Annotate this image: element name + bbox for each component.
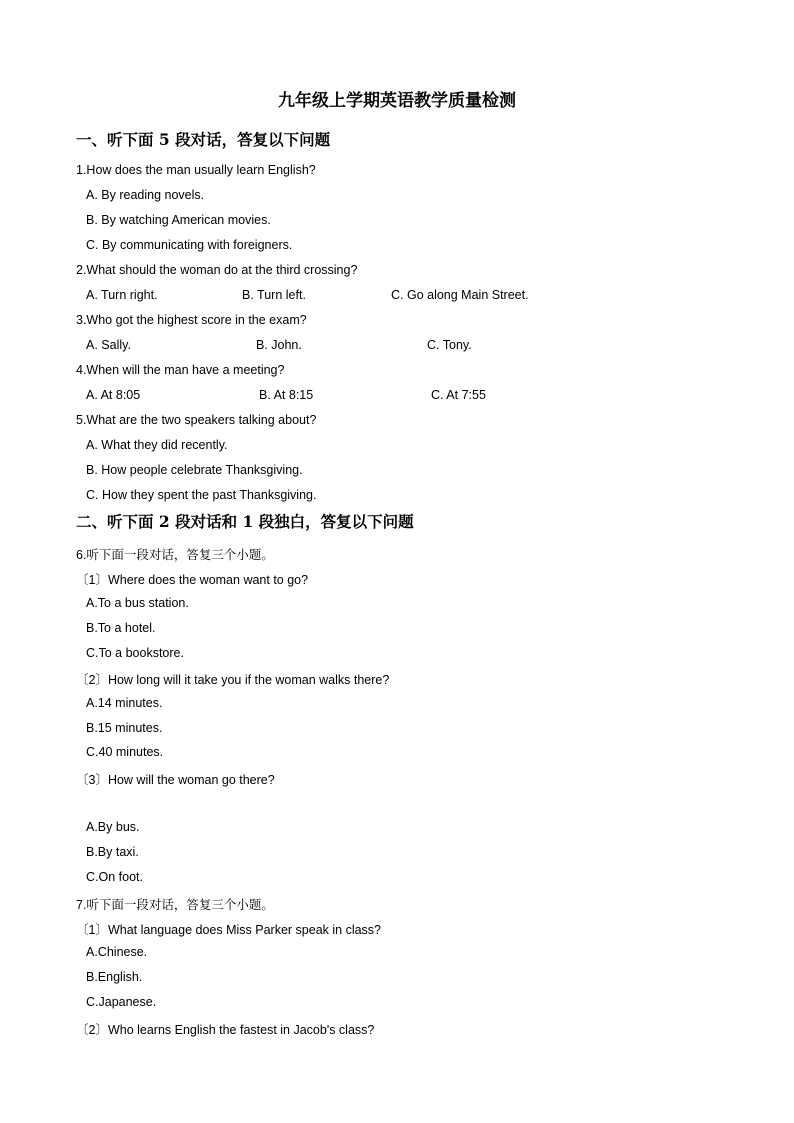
question-7-sub-1-option-b: B.English.: [86, 970, 143, 984]
question-4-stem: 4.When will the man have a meeting?: [76, 363, 285, 377]
question-7-sub-1-option-c: C.Japanese.: [86, 995, 157, 1009]
question-5-stem: 5.What are the two speakers talking about?: [76, 413, 317, 427]
question-2-option-c: C. Go along Main Street.: [391, 288, 529, 302]
page-title: 九年级上学期英语教学质量检测: [278, 91, 516, 111]
section-2-heading: 二、听下面 2 段对话和 1 段独白，答复以下问题: [76, 512, 414, 531]
question-6-sub-2-option-b: B.15 minutes.: [86, 721, 163, 735]
question-6-sub-3-stem: 〔3〕How will the woman go there?: [76, 773, 275, 787]
question-6-sub-2-option-c: C.40 minutes.: [86, 745, 164, 759]
question-1-stem: 1.How does the man usually learn English?: [76, 163, 316, 177]
question-7-sub-1-stem: 〔1〕What language does Miss Parker speak in class?: [76, 923, 382, 937]
question-3-option-b: B. John.: [256, 338, 302, 352]
question-3-stem: 3.Who got the highest score in the exam?: [76, 313, 307, 327]
question-1-option-b: B. By watching American movies.: [86, 213, 271, 227]
question-6-sub-3-option-c: C.On foot.: [86, 870, 143, 884]
question-4-option-b: B. At 8:15: [259, 388, 314, 402]
question-5-option-c: C. How they spent the past Thanksgiving.: [86, 488, 317, 502]
question-6-sub-3-option-b: B.By taxi.: [86, 845, 139, 859]
question-6-stem: 6.听下面一段对话，答复三个小题。: [76, 548, 274, 562]
question-2-stem: 2.What should the woman do at the third crossing?: [76, 263, 358, 277]
question-1-option-c: C. By communicating with foreigners.: [86, 238, 293, 252]
question-6-sub-1-stem: 〔1〕Where does the woman want to go?: [76, 573, 309, 587]
question-2-option-a: A. Turn right.: [86, 288, 158, 302]
question-3-option-a: A. Sally.: [86, 338, 131, 352]
question-7-sub-2-stem: 〔2〕Who learns English the fastest in Jacob's class?: [76, 1023, 375, 1037]
section-1-heading: 一、听下面 5 段对话，答复以下问题: [76, 130, 331, 149]
question-3-option-c: C. Tony.: [427, 338, 472, 352]
question-7-stem: 7.听下面一段对话，答复三个小题。: [76, 898, 274, 912]
question-5-option-a: A. What they did recently.: [86, 438, 228, 452]
question-6-sub-1-option-c: C.To a bookstore.: [86, 646, 184, 660]
question-5-option-b: B. How people celebrate Thanksgiving.: [86, 463, 303, 477]
question-6-sub-2-option-a: A.14 minutes.: [86, 696, 163, 710]
question-6-sub-3-option-a: A.By bus.: [86, 820, 140, 834]
question-6-sub-2-stem: 〔2〕How long will it take you if the woman walks there?: [76, 673, 390, 687]
question-4-option-c: C. At 7:55: [431, 388, 486, 402]
question-7-sub-1-option-a: A.Chinese.: [86, 945, 148, 959]
question-6-sub-1-option-a: A.To a bus station.: [86, 596, 189, 610]
question-1-option-a: A. By reading novels.: [86, 188, 205, 202]
question-2-option-b: B. Turn left.: [242, 288, 306, 302]
question-6-sub-1-option-b: B.To a hotel.: [86, 621, 156, 635]
question-4-option-a: A. At 8:05: [86, 388, 141, 402]
